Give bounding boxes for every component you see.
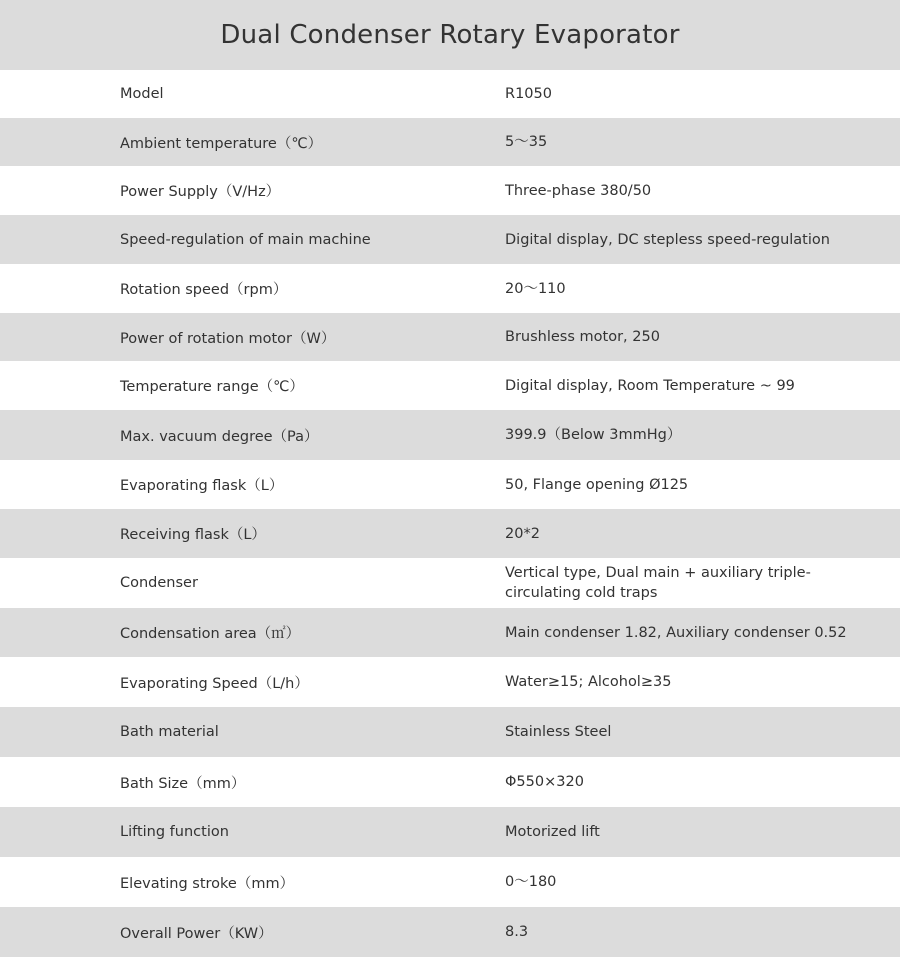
table-row	[0, 166, 900, 215]
table-row	[0, 118, 900, 166]
spec-value: Digital display, DC stepless speed-regulation	[505, 231, 830, 248]
spec-label: Bath material	[120, 724, 219, 740]
table-row	[0, 707, 900, 757]
spec-label: Power of rotation motor（W）	[120, 330, 336, 347]
table-row	[0, 608, 900, 657]
spec-value: Three-phase 380/50	[505, 182, 652, 199]
table-row	[0, 558, 900, 608]
spec-value: Φ550×320	[505, 774, 584, 790]
spec-value: Motorized lift	[505, 824, 600, 840]
page-title: Dual Condenser Rotary Evaporator	[220, 20, 680, 50]
spec-label: Overall Power（KW）	[120, 925, 273, 942]
spec-value: 399.9（Below 3mmHg）	[505, 427, 682, 443]
spec-value: 20*2	[505, 525, 540, 542]
spec-value: R1050	[505, 86, 552, 102]
spec-value: Vertical type, Dual main + auxiliary triple-circulating cold traps	[505, 565, 811, 601]
table-row	[0, 460, 900, 509]
table-row	[0, 410, 900, 460]
spec-label: Model	[120, 86, 164, 102]
spec-label: Lifting function	[120, 824, 229, 840]
spec-label: Temperature range（℃）	[120, 379, 304, 395]
spec-value: 0～180	[505, 874, 557, 890]
table-row	[0, 807, 900, 857]
spec-value: 20～110	[505, 280, 566, 297]
spec-label: Elevating stroke（mm）	[120, 875, 295, 892]
table-row	[0, 70, 900, 118]
table-row	[0, 757, 900, 807]
spec-value: 5～35	[505, 134, 548, 150]
spec-label: Power Supply（V/Hz）	[120, 184, 281, 200]
table-row	[0, 361, 900, 410]
table-row	[0, 509, 900, 558]
spec-label: Condenser	[120, 575, 198, 591]
spec-label: Rotation speed（rpm）	[120, 282, 288, 298]
table-row	[0, 857, 900, 907]
spec-label: Speed-regulation of main machine	[120, 231, 371, 248]
spec-label: Bath Size（mm）	[120, 775, 246, 792]
spec-value: Water≥15; Alcohol≥35	[505, 674, 672, 690]
spec-value: Main condenser 1.82, Auxiliary condenser 0.52	[505, 624, 847, 641]
table-row	[0, 264, 900, 313]
spec-value: Brushless motor, 250	[505, 329, 660, 345]
spec-value: 8.3	[505, 924, 529, 940]
spec-label: Receiving flask（L）	[120, 527, 266, 543]
spec-label: Evaporating Speed（L/h）	[120, 675, 309, 692]
table-row	[0, 313, 900, 361]
table-row	[0, 215, 900, 264]
table-row	[0, 907, 900, 957]
spec-label: Ambient temperature（℃）	[120, 135, 323, 152]
spec-label: Max. vacuum degree（Pa）	[120, 428, 319, 445]
spec-label: Condensation area（㎡）	[120, 626, 301, 642]
spec-value: Stainless Steel	[505, 724, 612, 740]
spec-value: 50, Flange opening Ø125	[505, 476, 689, 493]
table-row	[0, 657, 900, 707]
spec-label: Evaporating flask（L）	[120, 478, 284, 494]
title-bar	[0, 0, 900, 70]
spec-value: Digital display, Room Temperature ~ 99	[505, 377, 795, 394]
